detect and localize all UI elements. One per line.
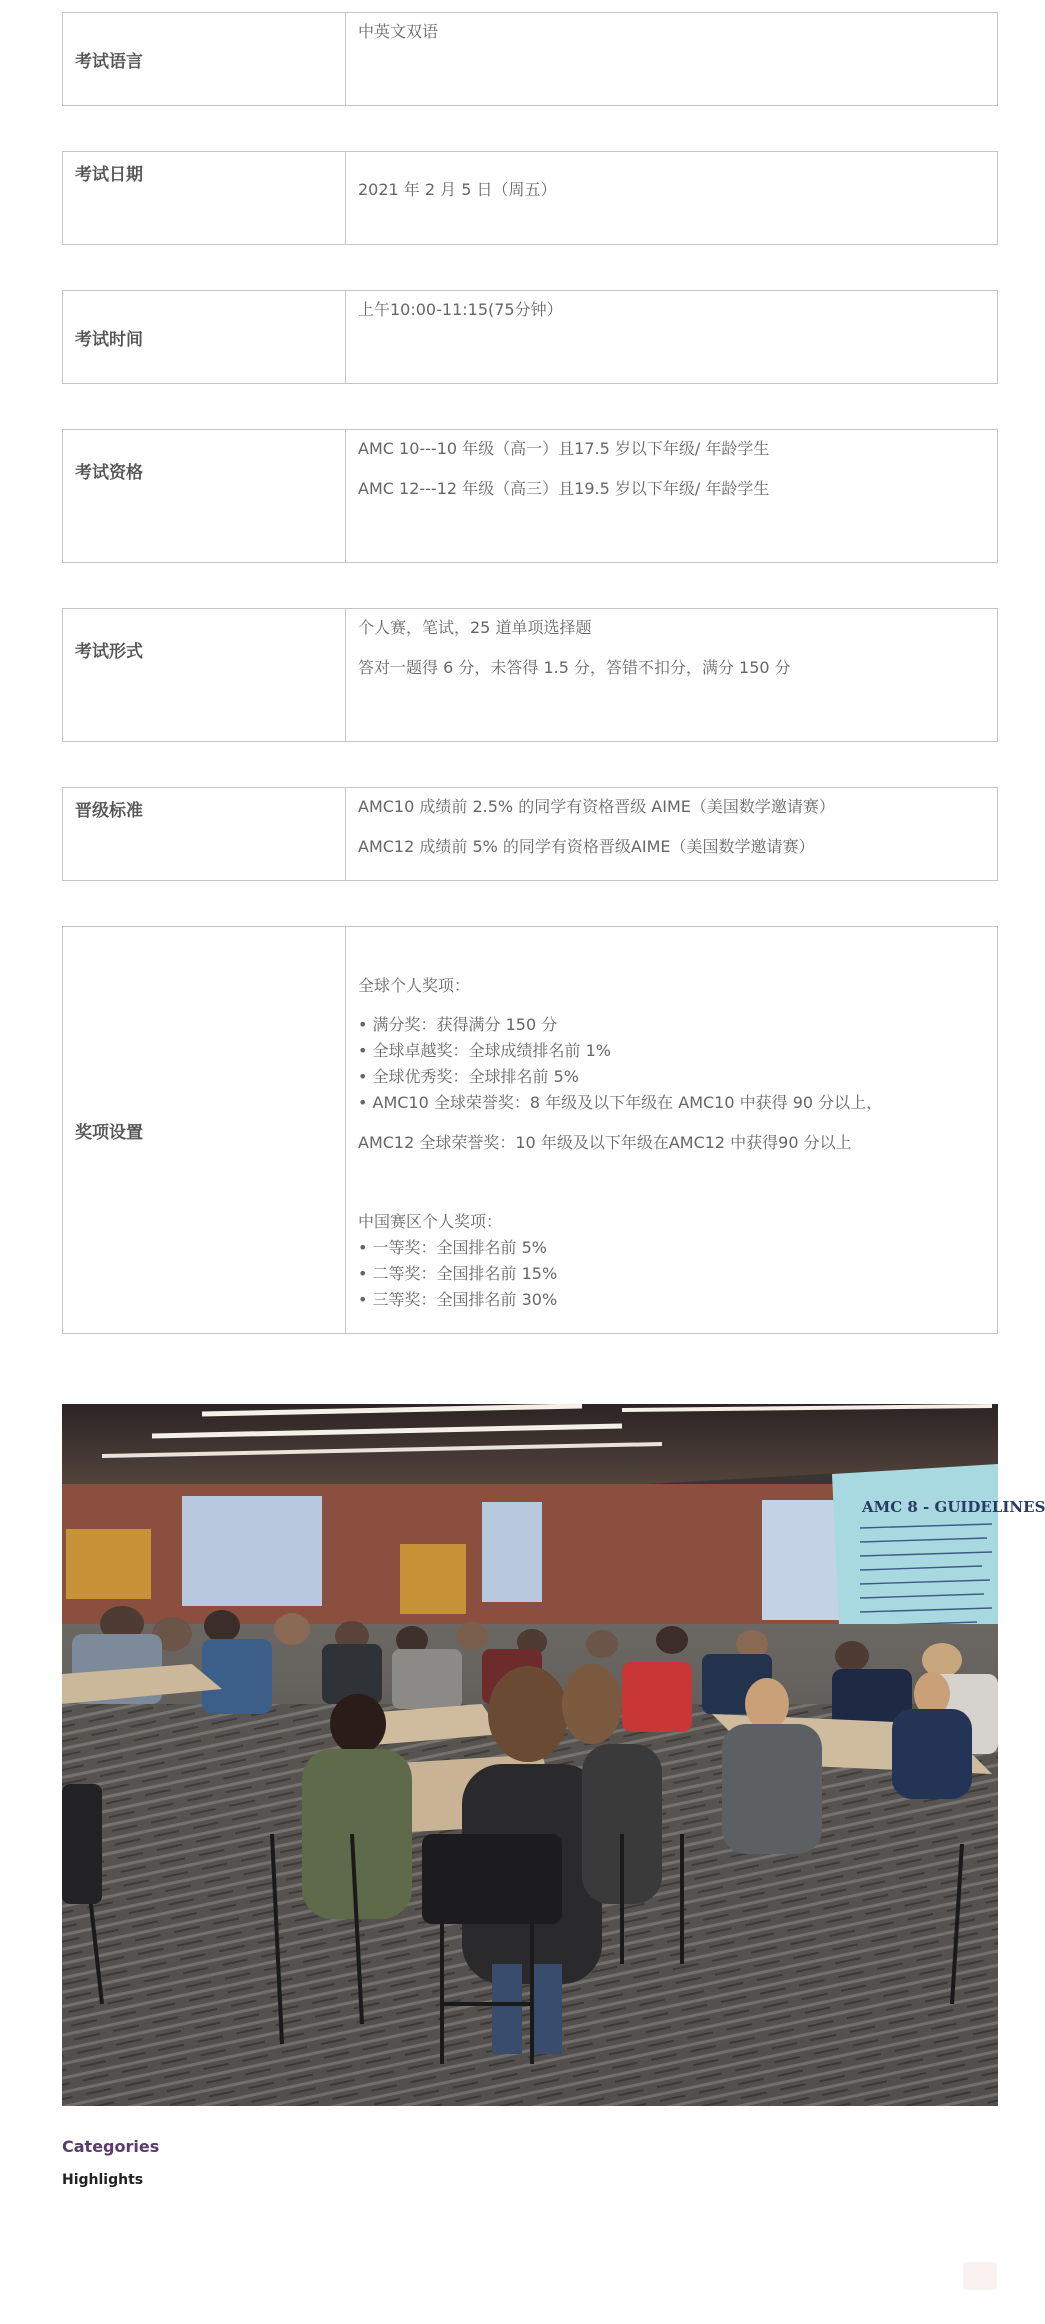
row-value: [346, 927, 997, 1333]
value-line: 中英文双语: [358, 22, 439, 41]
row-label: 考试语言: [63, 13, 346, 105]
value-line: 上午10:00-11:15(75分钟）: [358, 300, 563, 319]
category-link-highlights[interactable]: Highlights: [62, 2172, 144, 2188]
value-line: AMC12 全球荣誉奖：10 年级及以下年级在AMC12 中获得90 分以上: [358, 1133, 852, 1152]
value-line: • 二等奖：全国排名前 15%: [358, 1264, 558, 1283]
row-label: 考试形式: [63, 609, 346, 741]
row-value: [346, 291, 997, 383]
value-line: 答对一题得 6 分，未答得 1.5 分，答错不扣分，满分 150 分: [358, 658, 791, 677]
row-value: [346, 430, 997, 562]
row-label: 考试资格: [63, 430, 346, 562]
row-value: [346, 609, 997, 741]
exam-date-row: [62, 151, 998, 245]
value-line: • 三等奖：全国排名前 30%: [358, 1290, 558, 1309]
value-line: AMC12 成绩前 5% 的同学有资格晋级AIME（美国数学邀请赛）: [358, 837, 815, 856]
value-line: AMC10 成绩前 2.5% 的同学有资格晋级 AIME（美国数学邀请赛）: [358, 797, 835, 816]
exam-format-row: [62, 608, 998, 742]
exam-language-row: [62, 12, 998, 106]
scroll-to-top-button[interactable]: [963, 2262, 997, 2290]
categories-heading: Categories: [62, 2137, 160, 2156]
value-line: • 一等奖：全国排名前 5%: [358, 1238, 547, 1257]
value-line: • AMC10 全球荣誉奖：8 年级及以下年级在 AMC10 中获得 90 分以上，: [358, 1093, 883, 1112]
value-line: • 全球优秀奖：全球排名前 5%: [358, 1067, 579, 1086]
value-line: 中国赛区个人奖项：: [358, 1212, 503, 1231]
row-value: [346, 13, 997, 105]
exam-time-row: [62, 290, 998, 384]
row-label: 晋级标准: [63, 788, 346, 880]
qualification-row: [62, 787, 998, 881]
row-label: 奖项设置: [63, 927, 346, 1333]
value-line: AMC 12---12 年级（高三）且19.5 岁以下年级/ 年龄学生: [358, 479, 770, 498]
row-label: 考试时间: [63, 291, 346, 383]
awards-row: [62, 926, 998, 1334]
value-line: 2021 年 2 月 5 日（周五）: [358, 180, 557, 199]
value-line: • 全球卓越奖：全球成绩排名前 1%: [358, 1041, 611, 1060]
value-line: 个人赛，笔试，25 道单项选择题: [358, 618, 592, 637]
classroom-scene-illustration: [62, 1404, 1045, 2106]
row-label: 考试日期: [63, 152, 346, 244]
eligibility-row: [62, 429, 998, 563]
value-line: AMC 10---10 年级（高一）且17.5 岁以下年级/ 年龄学生: [358, 439, 770, 458]
classroom-photo: [62, 1404, 1045, 2106]
row-value: [346, 152, 997, 244]
value-line: 全球个人奖项：: [358, 976, 471, 995]
value-line: • 满分奖：获得满分 150 分: [358, 1015, 558, 1034]
slide-title: AMC 8 - GUIDELINES: [862, 1498, 1045, 1516]
row-value: [346, 788, 997, 880]
